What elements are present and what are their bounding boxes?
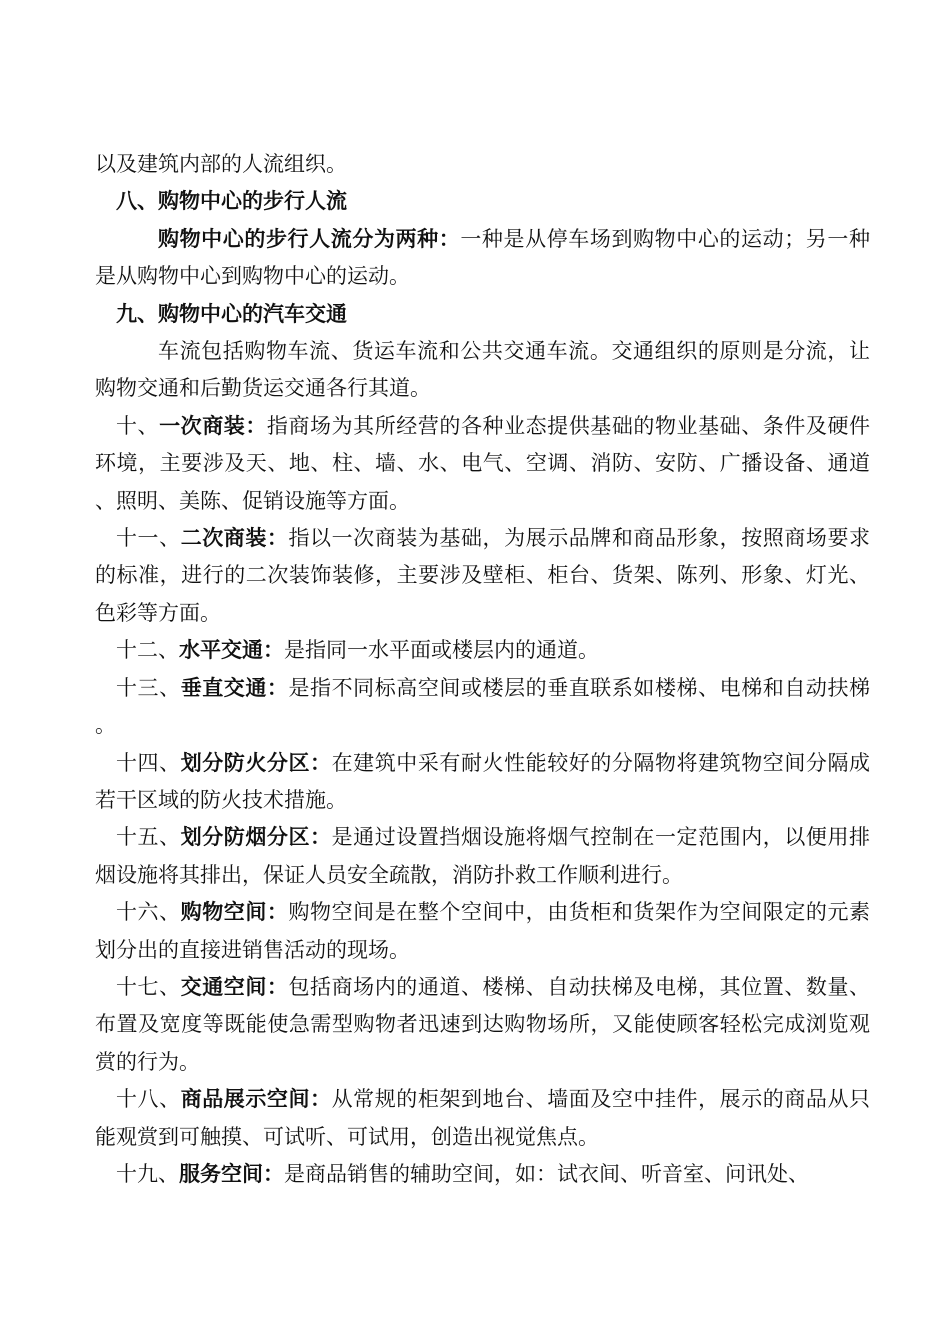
term-number: 十六、	[116, 900, 181, 925]
term-horizontal-circulation	[95, 632, 870, 669]
term-label: 购物空间：	[180, 900, 289, 925]
term-number: 十五、	[116, 825, 181, 850]
term-primary-fitout	[95, 408, 870, 520]
term-circulation-space	[95, 969, 870, 1081]
term-label: 二次商装：	[180, 526, 289, 551]
term-service-space	[95, 1156, 870, 1193]
term-label: 划分防火分区：	[180, 750, 332, 775]
term-secondary-fitout	[95, 520, 870, 632]
term-definition: 包括商场内的通道、楼梯、自动扶梯及电梯，其位置、数量、布置及宽度等既能使急需型购物者迅速到达购物场所，又能使顾客轻松完成浏览观赏的行为。	[95, 974, 871, 1074]
term-label: 服务空间：	[179, 1161, 284, 1186]
term-definition: 购物空间是在整个空间中，由货柜和货架作为空间限定的元素划分出的直接进销售活动的现场。	[95, 900, 871, 962]
term-definition: 是商品销售的辅助空间，如：试衣间、听音室、问讯处、	[284, 1161, 809, 1186]
term-definition: 是指不同标高空间或楼层的垂直联系如楼梯、电梯和自动扶梯。	[95, 675, 871, 738]
term-definition: 是通过设置挡烟设施将烟气控制在一定范围内，以便用排烟设施将其排出，保证人员安全疏散，消防扑救工作顺利进行。	[95, 825, 871, 887]
term-label: 交通空间：	[180, 974, 289, 999]
paragraph-vehicle-traffic	[95, 333, 870, 408]
paragraph-text: 车流包括购物车流、货运车流和公共交通车流。交通组织的原则是分流，让购物交通和后勤货运交通各行其道。	[95, 339, 870, 401]
term-label: 水平交通：	[179, 638, 284, 663]
term-number: 十九、	[116, 1161, 179, 1186]
term-definition: 指以一次商装为基础，为展示品牌和商品形象，按照商场要求的标准，进行的二次装饰装修，主要涉及壁柜、柜台、货架、陈列、形象、灯光、色彩等方面。	[95, 526, 871, 625]
term-vertical-circulation	[95, 670, 870, 745]
term-number: 十八、	[116, 1087, 181, 1112]
term-definition: 从常规的柜架到地台、墙面及空中挂件，展示的商品从只能观赏到可触摸、可试听、可试用，创造出视觉焦点。	[95, 1087, 871, 1149]
paragraph-lead: 购物中心的步行人流分为两种：	[158, 226, 461, 251]
term-smoke-compartment	[95, 819, 870, 894]
paragraph-text: 一种是从停车场到购物中心的运动；另一种是从购物中心到购物中心的运动。	[95, 226, 870, 289]
term-number: 十七、	[116, 974, 181, 999]
section-heading-vehicle-traffic	[95, 296, 870, 333]
term-label: 划分防烟分区：	[180, 825, 332, 850]
term-display-space	[95, 1081, 870, 1156]
term-number: 十二、	[116, 638, 179, 663]
term-number: 十四、	[116, 750, 181, 775]
paragraph-pedestrian-flow	[95, 221, 870, 296]
paragraph-text: 以及建筑内部的人流组织。	[95, 152, 347, 176]
paragraph-pedestrian-intro	[95, 146, 870, 183]
section-heading-pedestrian-flow	[95, 183, 870, 220]
term-label: 垂直交通：	[180, 675, 289, 700]
term-label: 一次商装：	[159, 413, 267, 438]
term-definition: 在建筑中采有耐火性能较好的分隔物将建筑物空间分隔成若干区域的防火技术措施。	[95, 750, 871, 812]
term-number: 十、	[116, 413, 160, 438]
term-number: 十一、	[116, 526, 181, 551]
section-heading-text: 九、购物中心的汽车交通	[116, 301, 347, 326]
term-definition: 是指同一水平面或楼层内的通道。	[284, 638, 599, 663]
term-shopping-space	[95, 894, 870, 969]
document-body	[95, 146, 870, 1193]
section-heading-text: 八、购物中心的步行人流	[116, 189, 347, 214]
term-definition: 指商场为其所经营的各种业态提供基础的物业基础、条件及硬件环境，主要涉及天、地、柱、墙、水、电气、空调、消防、安防、广播设备、通道、照明、美陈、促销设施等方面。	[95, 413, 871, 513]
term-label: 商品展示空间：	[180, 1087, 332, 1112]
term-number: 十三、	[116, 675, 181, 700]
term-fire-compartment	[95, 745, 870, 820]
